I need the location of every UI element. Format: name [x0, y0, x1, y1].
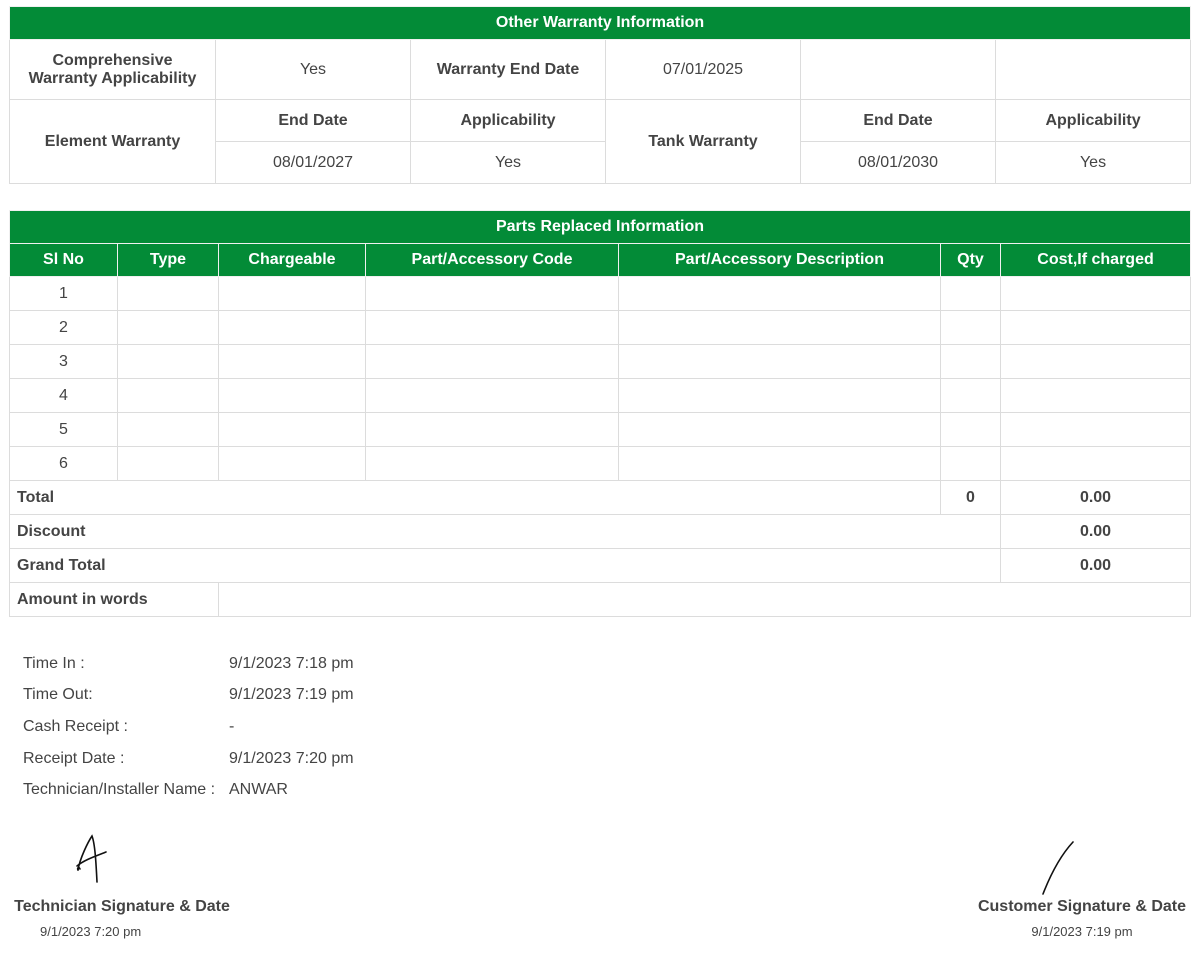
comprehensive-warranty-value: Yes [216, 40, 411, 100]
qty-cell [941, 311, 1001, 345]
element-applicability-value: Yes [411, 142, 606, 184]
element-warranty-label: Element Warranty [10, 100, 216, 184]
receipt-date-row [23, 743, 354, 775]
col-part-description: Part/Accessory Description [619, 244, 941, 277]
amount-in-words-value [219, 583, 1191, 617]
warranty-end-date-value: 07/01/2025 [606, 40, 801, 100]
time-in-row [23, 648, 354, 680]
col-sl-no: Sl No [10, 244, 118, 277]
part-code-cell [366, 413, 619, 447]
total-qty: 0 [941, 481, 1001, 515]
technician-value: ANWAR [229, 781, 288, 799]
part-description-cell [619, 277, 941, 311]
cost-cell [1001, 447, 1191, 481]
sl-no-cell: 1 [10, 277, 118, 311]
receipt-date-label: Receipt Date : [23, 749, 125, 767]
cost-cell [1001, 277, 1191, 311]
part-code-cell [366, 277, 619, 311]
tank-end-date-value: 08/01/2030 [801, 142, 996, 184]
technician-signature-image [68, 832, 114, 888]
warranty-table [9, 6, 1191, 184]
technician-signature-block [12, 898, 232, 939]
warranty-end-date-label: Warranty End Date [411, 40, 606, 100]
element-end-date-value: 08/01/2027 [216, 142, 411, 184]
time-in-value: 9/1/2023 7:18 pm [229, 654, 354, 672]
tank-applicability-header: Applicability [996, 100, 1191, 142]
table-row [10, 379, 1191, 413]
cost-cell [1001, 379, 1191, 413]
col-part-code: Part/Accessory Code [366, 244, 619, 277]
discount-label: Discount [10, 515, 1001, 549]
sl-no-cell: 5 [10, 413, 118, 447]
cost-cell [1001, 311, 1191, 345]
empty-cell [996, 40, 1191, 100]
service-info [23, 648, 354, 806]
grand-total-label: Grand Total [10, 549, 1001, 583]
part-description-cell [619, 413, 941, 447]
sl-no-cell: 4 [10, 379, 118, 413]
qty-cell [941, 447, 1001, 481]
part-description-cell [619, 345, 941, 379]
tank-applicability-value: Yes [996, 142, 1191, 184]
qty-cell [941, 345, 1001, 379]
part-description-cell [619, 311, 941, 345]
total-label: Total [10, 481, 941, 515]
qty-cell [941, 379, 1001, 413]
type-cell [118, 277, 219, 311]
receipt-date-value: 9/1/2023 7:20 pm [229, 749, 354, 767]
time-out-label: Time Out: [23, 686, 93, 704]
cash-receipt-label: Cash Receipt : [23, 717, 128, 735]
parts-table [9, 210, 1191, 617]
col-type: Type [118, 244, 219, 277]
customer-signature-block [972, 898, 1192, 939]
technician-signature-date: 9/1/2023 7:20 pm [40, 924, 142, 939]
sl-no-cell: 2 [10, 311, 118, 345]
sl-no-cell: 6 [10, 447, 118, 481]
cost-cell [1001, 413, 1191, 447]
table-row [10, 345, 1191, 379]
col-cost: Cost,If charged [1001, 244, 1191, 277]
technician-row [23, 774, 354, 806]
sl-no-cell: 3 [10, 345, 118, 379]
time-out-value: 9/1/2023 7:19 pm [229, 686, 354, 704]
type-cell [118, 311, 219, 345]
tank-end-date-header: End Date [801, 100, 996, 142]
time-in-label: Time In : [23, 654, 85, 672]
technician-label: Technician/Installer Name : [23, 781, 216, 799]
grand-total-value: 0.00 [1001, 549, 1191, 583]
customer-signature-title: Customer Signature & Date [977, 898, 1187, 915]
tank-warranty-label: Tank Warranty [606, 100, 801, 184]
chargeable-cell [219, 447, 366, 481]
cash-receipt-row [23, 711, 354, 743]
customer-signature-date: 9/1/2023 7:19 pm [1031, 924, 1133, 939]
empty-cell [801, 40, 996, 100]
technician-signature-title: Technician Signature & Date [14, 898, 230, 915]
col-chargeable: Chargeable [219, 244, 366, 277]
part-code-cell [366, 345, 619, 379]
table-row [10, 413, 1191, 447]
type-cell [118, 379, 219, 413]
part-code-cell [366, 447, 619, 481]
customer-signature-image [1038, 838, 1078, 898]
warranty-title: Other Warranty Information [10, 7, 1191, 40]
cost-cell [1001, 345, 1191, 379]
table-row [10, 447, 1191, 481]
discount-value: 0.00 [1001, 515, 1191, 549]
chargeable-cell [219, 379, 366, 413]
type-cell [118, 447, 219, 481]
element-applicability-header: Applicability [411, 100, 606, 142]
chargeable-cell [219, 311, 366, 345]
amount-in-words-label: Amount in words [10, 583, 219, 617]
part-description-cell [619, 447, 941, 481]
total-cost: 0.00 [1001, 481, 1191, 515]
cash-receipt-value: - [229, 717, 235, 735]
chargeable-cell [219, 277, 366, 311]
qty-cell [941, 277, 1001, 311]
table-row [10, 277, 1191, 311]
parts-title: Parts Replaced Information [10, 211, 1191, 244]
type-cell [118, 413, 219, 447]
type-cell [118, 345, 219, 379]
col-qty: Qty [941, 244, 1001, 277]
element-end-date-header: End Date [216, 100, 411, 142]
time-out-row [23, 680, 354, 712]
chargeable-cell [219, 413, 366, 447]
chargeable-cell [219, 345, 366, 379]
part-code-cell [366, 311, 619, 345]
comprehensive-warranty-label: Comprehensive Warranty Applicability [10, 40, 216, 100]
table-row [10, 311, 1191, 345]
part-code-cell [366, 379, 619, 413]
qty-cell [941, 413, 1001, 447]
part-description-cell [619, 379, 941, 413]
